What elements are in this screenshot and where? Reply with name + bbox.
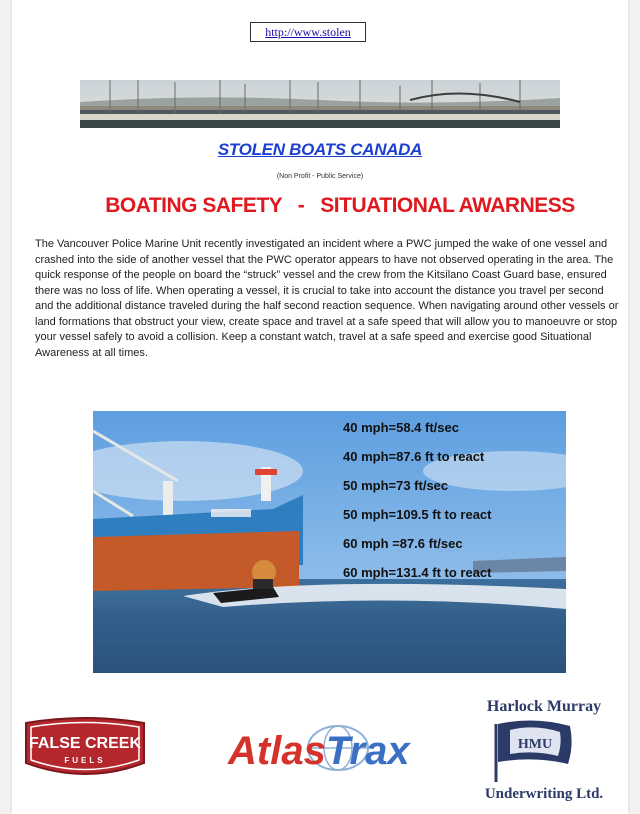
hmu-flag-text: HMU — [517, 737, 553, 752]
speed-fact: 40 mph=58.4 ft/sec — [343, 420, 459, 435]
article-body: The Vancouver Police Marine Unit recently investigated an incident where a PWC jumped the wake of one vessel and crashed into the side of another vessel that the PWC operator appears to have not observed operating in the area. The quick response of the people on board the “struck” vessel and the crew from the Kitsilano Coast Guard base, ensured there was no loss of life. When operating a vessel, it is crucial to take into account the distance you travel per second and the additional distance traveled during the half second reaction sequence. When navigating around other vessels or land formations that obstruct your view, create space and travel at a safe speed that will allow you to manoeuvre or stop your vessel safely to avoid a collision. Keep a constant watch, travel at a safe speed and exercise good Situational Awareness at all times. — [35, 238, 619, 359]
harlock-murray-logo — [474, 694, 614, 806]
atlas-word: Atlas — [228, 729, 326, 773]
false-creek-fuels-logo — [22, 715, 148, 781]
trax-word: Trax — [325, 729, 410, 773]
speed-fact: 50 mph=73 ft/sec — [343, 478, 449, 493]
website-link[interactable]: http://www.stolen — [250, 22, 366, 42]
article-heading: BOATING SAFETY - SITUATIONAL AWARNESS — [105, 194, 575, 217]
false-creek-line1: FALSE CREEK — [28, 735, 142, 752]
svg-text:AtlasTrax — [227, 729, 411, 773]
false-creek-line2: FUELS — [64, 756, 106, 765]
speed-fact: 40 mph=87.6 ft to react — [343, 449, 485, 464]
hmu-bottom-text: Underwriting Ltd. — [484, 786, 604, 802]
atlastrax-logo — [226, 720, 434, 780]
speed-fact: 60 mph=131.4 ft to react — [343, 565, 492, 580]
harbour-banner-image — [80, 80, 560, 128]
org-title-link[interactable]: STOLEN BOATS CANADA — [217, 140, 423, 159]
org-subtitle: (Non Profit - Public Service) — [276, 173, 364, 180]
speed-facts-list — [343, 418, 563, 592]
hmu-top-text: Harlock Murray — [486, 698, 602, 715]
speed-fact: 60 mph =87.6 ft/sec — [343, 536, 463, 551]
speed-fact: 50 mph=109.5 ft to react — [343, 507, 492, 522]
